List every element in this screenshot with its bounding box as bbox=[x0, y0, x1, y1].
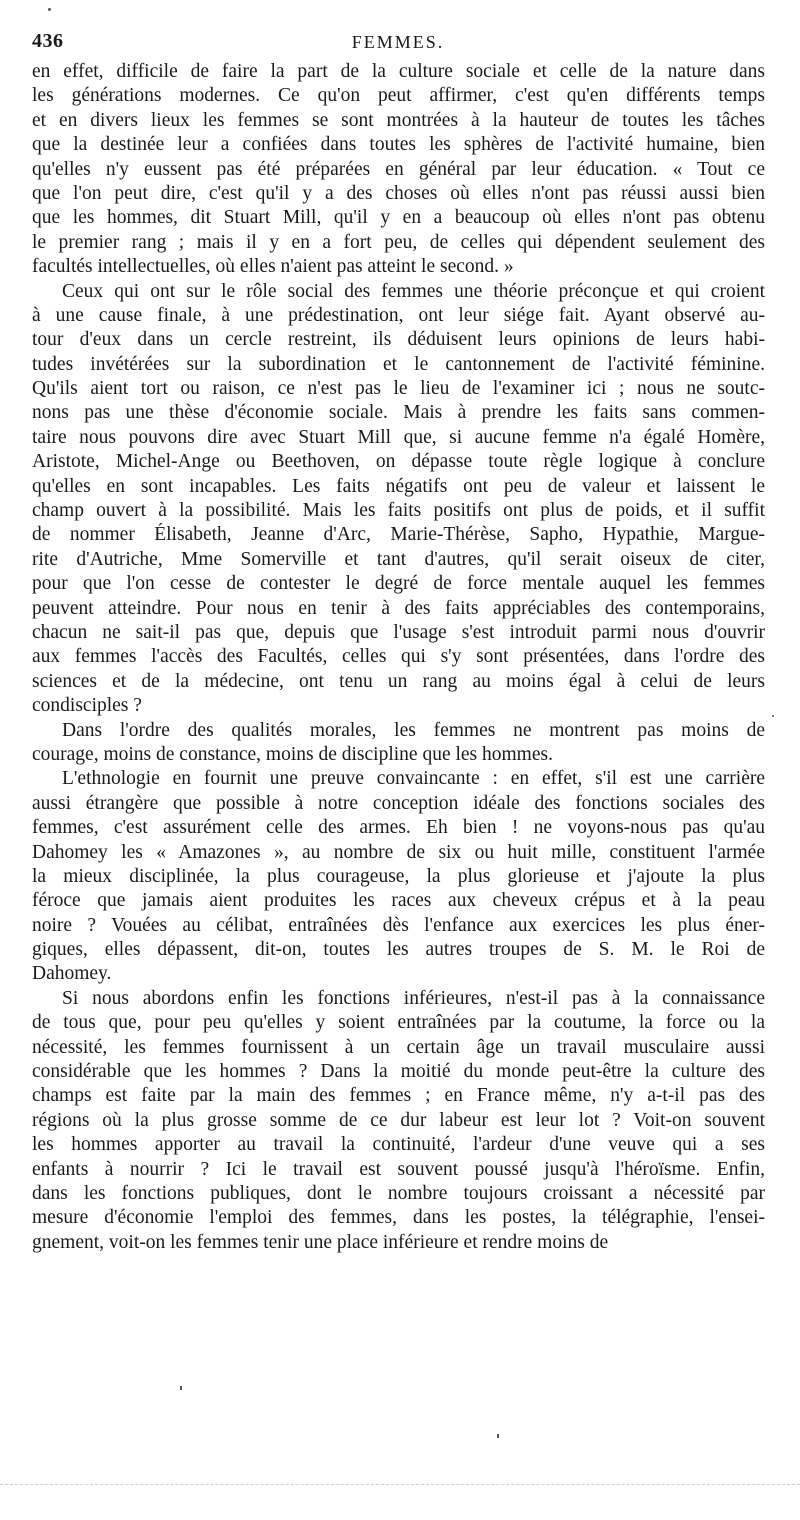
text-line: Dahomey les « Amazones », au nombre de six ou huit mille, constituent l'armée bbox=[32, 841, 765, 863]
text-line: de tous que, pour peu qu'elles y soient entraînées par la coutume, la force ou la bbox=[32, 1012, 765, 1034]
text-line: et en divers lieux les femmes se sont montrées à la hauteur de toutes les tâches bbox=[32, 109, 765, 131]
text-line: taire nous pouvons dire avec Stuart Mill que, si aucune femme n'a égalé Homère, bbox=[32, 426, 765, 448]
body-text bbox=[32, 60, 765, 1255]
text-line: aussi étrangère que possible à notre conception idéale des fonctions sociales des bbox=[32, 792, 765, 814]
paragraph bbox=[32, 280, 765, 719]
scan-edge-line bbox=[0, 1484, 800, 1486]
text-line: champs est faite par la main des femmes ; en France même, n'y a-t-il pas des bbox=[32, 1085, 765, 1107]
text-line: chacun ne sait-il pas que, depuis que l'usage s'est introduit parmi nous d'ouvrir bbox=[32, 621, 765, 643]
text-line: facultés intellectuelles, où elles n'aient pas atteint le second. » bbox=[32, 256, 514, 278]
text-line: Ceux qui ont sur le rôle social des femmes une théorie préconçue et qui croient bbox=[62, 280, 765, 302]
text-line: champ ouvert à la possibilité. Mais les faits positifs ont plus de poids, et il suffit bbox=[32, 500, 765, 522]
text-line: enfants à nourrir ? Ici le travail est souvent poussé jusqu'à l'héroïsme. Enfin, bbox=[32, 1158, 765, 1180]
text-line: tudes invétérées sur la subordination et le cantonnement de l'activité féminine. bbox=[32, 353, 765, 375]
text-line: nons pas une thèse d'économie sociale. Mais à prendre les faits sans commen- bbox=[32, 402, 765, 424]
text-line: dans les fonctions publiques, dont le nombre toujours croissant a nécessité par bbox=[32, 1182, 765, 1204]
running-head: FEMMES. bbox=[351, 32, 445, 52]
text-line: à une cause finale, à une prédestination, ont leur siége fait. Ayant observé au- bbox=[32, 304, 765, 326]
text-line: gnement, voit-on les femmes tenir une place inférieure et rendre moins de bbox=[32, 1231, 609, 1253]
text-line: aux femmes l'accès des Facultés, celles qui s'y sont présentées, dans l'ordre des bbox=[32, 646, 765, 668]
text-line: rite d'Autriche, Mme Somerville et tant d'autres, qu'il serait oiseux de citer, bbox=[32, 548, 765, 570]
page-number: 436 bbox=[32, 30, 64, 52]
text-line: Aristote, Michel-Ange ou Beethoven, on dépasse toute règle logique à conclure bbox=[32, 451, 765, 473]
text-line: régions où la plus grosse somme de ce dur labeur est leur lot ? Voit-on souvent bbox=[32, 1109, 765, 1131]
paragraph bbox=[32, 60, 765, 280]
paragraph bbox=[32, 767, 765, 987]
scan-speck bbox=[772, 715, 774, 717]
text-line: la mieux disciplinée, la plus courageuse, la plus glorieuse et j'ajoute la plus bbox=[32, 865, 765, 887]
text-line: condisciples ? bbox=[32, 695, 142, 717]
scan-speck bbox=[180, 1386, 182, 1390]
text-line: nécessité, les femmes fournissent à un certain âge un travail musculaire aussi bbox=[32, 1036, 765, 1058]
paragraph bbox=[32, 987, 765, 1255]
text-line: les générations modernes. Ce qu'on peut affirmer, c'est qu'en différents temps bbox=[32, 85, 765, 107]
text-line: considérable que les hommes ? Dans la moitié du monde peut-être la culture des bbox=[32, 1061, 765, 1083]
text-line: femmes, c'est assurément celle des armes. Eh bien ! ne voyons-nous pas qu'au bbox=[32, 817, 765, 839]
text-line: le premier rang ; mais il y en a fort peu, de celles qui dépendent seulement des bbox=[32, 231, 765, 253]
text-line: en effet, difficile de faire la part de la culture sociale et celle de la nature dans bbox=[32, 61, 765, 82]
text-line: Dans l'ordre des qualités morales, les femmes ne montrent pas moins de bbox=[62, 719, 765, 741]
text-line: peuvent atteindre. Pour nous en tenir à des faits appréciables des contemporains, bbox=[32, 597, 765, 619]
text-line: que la destinée leur a confiées dans toutes les sphères de l'activité humaine, bien bbox=[32, 134, 765, 156]
text-line: noire ? Vouées au célibat, entraînées dès l'enfance aux exercices les plus éner- bbox=[32, 914, 765, 936]
text-line: Dahomey. bbox=[32, 963, 112, 985]
text-line: L'ethnologie en fournit une preuve convaincante : en effet, s'il est une carrière bbox=[62, 768, 765, 790]
text-line: qu'elles n'y eussent pas été préparées en général par leur éducation. « Tout ce bbox=[32, 158, 765, 180]
text-line: pour que l'on cesse de contester le degré de force mentale auquel les femmes bbox=[32, 573, 765, 595]
page-header bbox=[30, 30, 766, 56]
text-line: mesure d'économie l'emploi des femmes, dans les postes, la télégraphie, l'ensei- bbox=[32, 1207, 765, 1229]
text-line: que l'on peut dire, c'est qu'il y a des choses où elles n'ont pas réussi aussi bien bbox=[32, 182, 765, 204]
text-line: de nommer Élisabeth, Jeanne d'Arc, Marie-Thérèse, Sapho, Hypathie, Margue- bbox=[32, 524, 765, 546]
paragraph bbox=[32, 719, 765, 768]
text-line: tour d'eux dans un cercle restreint, ils déduisent leurs opinions de leurs habi- bbox=[32, 329, 765, 351]
text-line: giques, elles dépassent, dit-on, toutes les autres troupes de S. M. le Roi de bbox=[32, 939, 765, 961]
scan-speck bbox=[497, 1434, 499, 1438]
text-line: sciences et de la médecine, ont tenu un rang au moins égal à celui de leurs bbox=[32, 670, 765, 692]
text-line: féroce que jamais aient produites les races aux cheveux crépus et à la peau bbox=[32, 890, 765, 912]
text-line: Si nous abordons enfin les fonctions inférieures, n'est-il pas à la connaissance bbox=[62, 987, 765, 1009]
scan-speck bbox=[48, 8, 51, 11]
text-line: les hommes apporter au travail la continuité, l'ardeur d'une veuve qui a ses bbox=[32, 1134, 765, 1156]
text-line: que les hommes, dit Stuart Mill, qu'il y en a beaucoup où elles n'ont pas obtenu bbox=[32, 207, 765, 229]
text-line: Qu'ils aient tort ou raison, ce n'est pas le lieu de l'examiner ici ; nous ne soutc- bbox=[32, 378, 765, 400]
text-line: qu'elles en sont incapables. Les faits négatifs ont peu de valeur et laissent le bbox=[32, 475, 765, 497]
text-line: courage, moins de constance, moins de discipline que les hommes. bbox=[32, 743, 553, 765]
